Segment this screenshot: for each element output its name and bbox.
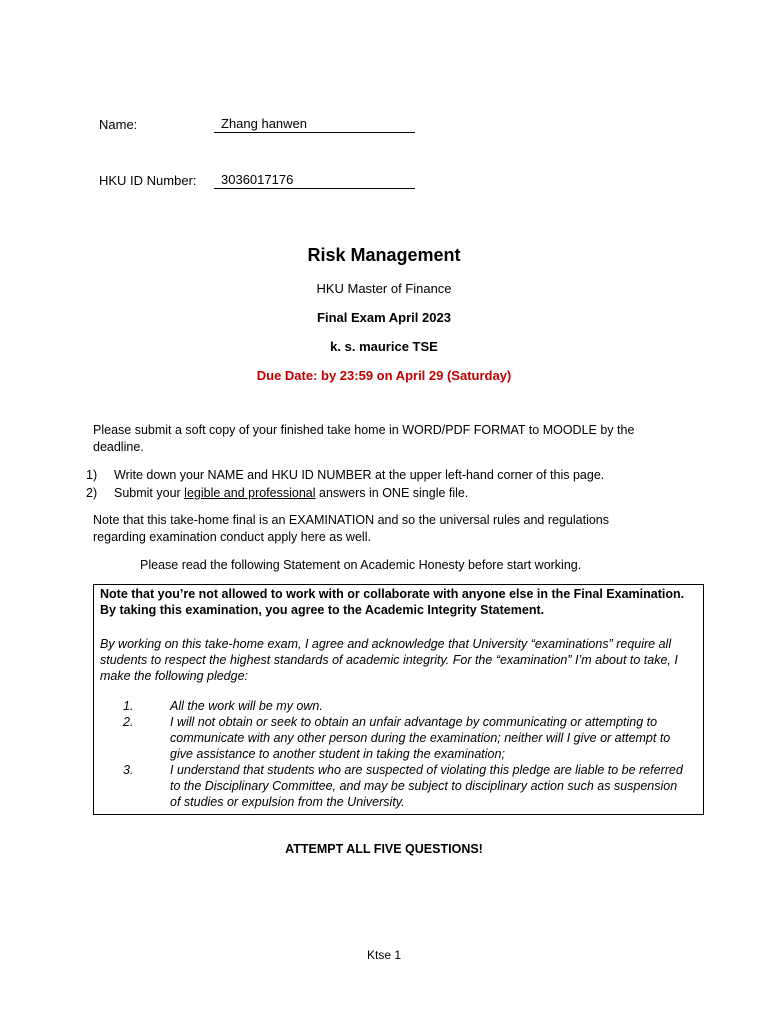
pledge-item-2 — [100, 714, 691, 762]
name-field[interactable]: Zhang hanwen — [214, 116, 415, 133]
page-footer: Ktse 1 — [366, 948, 402, 962]
pledge-number: 2. — [123, 715, 134, 729]
honesty-statement: By working on this take-home exam, I agree and acknowledge that University “examinations” require all students to respect the highest standards of academic integrity. For the “examination” I’m about to take, I make the following pledge: — [100, 637, 678, 683]
pledge-item-3 — [100, 762, 691, 810]
instruction-text: Submit your — [114, 486, 185, 500]
program-name: HKU Master of Finance — [316, 281, 452, 296]
pledge-item-1 — [100, 698, 691, 714]
read-statement-note: Please read the following Statement on Academic Honesty before start working. — [140, 558, 582, 572]
due-date: Due Date: by 23:59 on April 29 (Saturday) — [256, 368, 512, 383]
exam-name: Final Exam April 2023 — [317, 310, 451, 325]
pledge-text: I will not obtain or seek to obtain an unfair advantage by communicating or attempting to communicate with any other person during the examination; neither will I give or attempt to give assistance to another student in taking the examination; — [170, 715, 671, 761]
instruction-emphasis: legible and professional — [184, 486, 316, 500]
instruction-list — [86, 466, 686, 502]
examination-note: Note that this take-home final is an EXAMINATION and so the universal rules and regulations regarding examination conduct apply here as well. — [93, 513, 609, 544]
instruction-item-2 — [86, 484, 686, 502]
hku-id-field[interactable]: 3036017176 — [214, 172, 415, 189]
pledge-number: 3. — [123, 763, 134, 777]
pledge-list — [100, 698, 691, 810]
academic-honesty-box — [93, 584, 704, 815]
instructor-name: k. s. maurice TSE — [330, 339, 438, 354]
instruction-text-tail: answers in ONE single file. — [315, 486, 469, 500]
pledge-text: I understand that students who are suspected of violating this pledge are liable to be referred to the Disciplinary Committee, and may be subject to disciplinary action such as suspension of studies or expulsion from the University. — [170, 763, 683, 809]
submission-instruction: Please submit a soft copy of your finished take home in WORD/PDF FORMAT to MOODLE by the deadline. — [93, 423, 635, 454]
honesty-heading: Note that you’re not allowed to work with or collaborate with anyone else in the Final Examination. By taking this examination, you agree to the Academic Integrity Statement. — [100, 587, 685, 617]
instruction-number: 1) — [86, 468, 98, 482]
pledge-text: All the work will be my own. — [170, 699, 323, 713]
name-label: Name: — [99, 117, 138, 132]
document-title: Risk Management — [307, 245, 461, 265]
instruction-number: 2) — [86, 486, 98, 500]
instruction-item-1 — [86, 466, 686, 484]
pledge-number: 1. — [123, 699, 134, 713]
instruction-text: Write down your NAME and HKU ID NUMBER at the upper left-hand corner of this page. — [114, 468, 605, 482]
attempt-instruction: ATTEMPT ALL FIVE QUESTIONS! — [285, 842, 483, 856]
hku-id-label: HKU ID Number: — [99, 173, 197, 188]
